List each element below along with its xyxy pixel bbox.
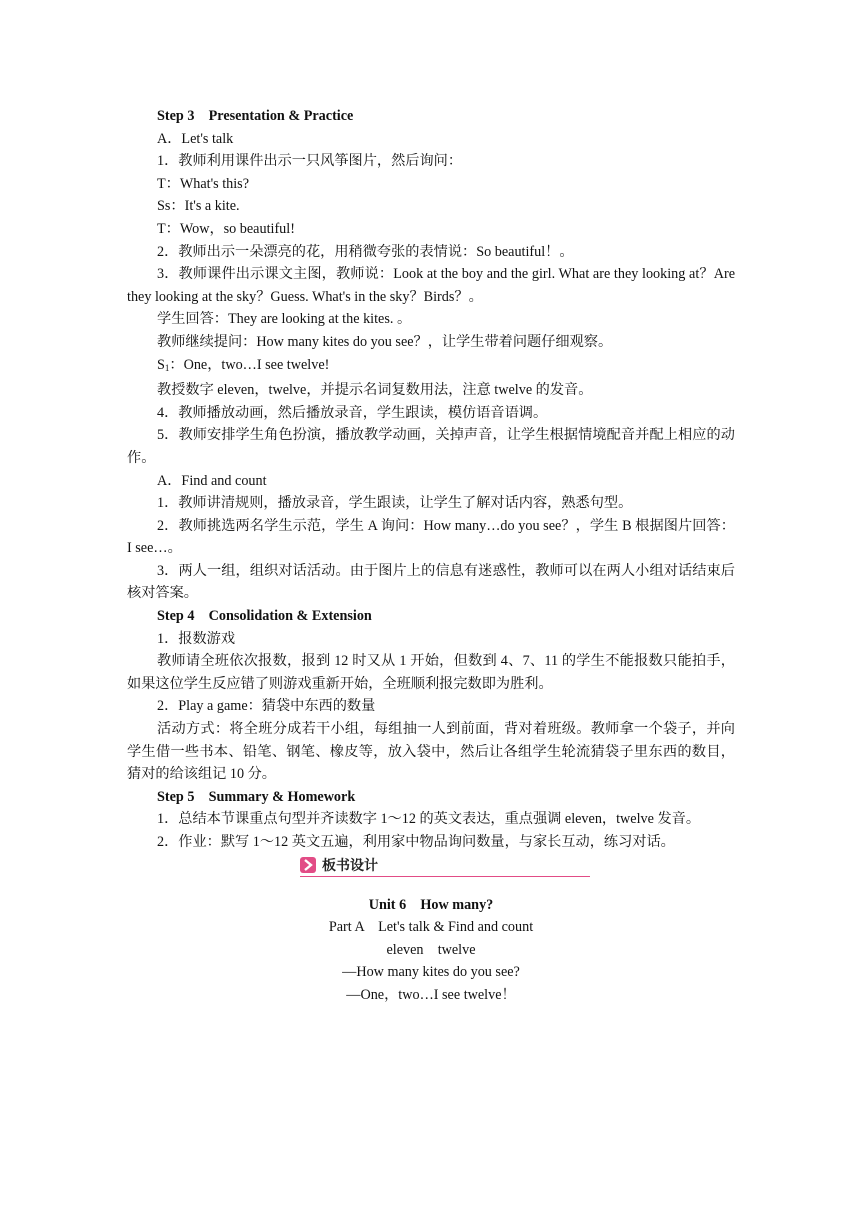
- paragraph-line: 教授数字 eleven，twelve，并提示名词复数用法，注意 twelve 的发音。: [157, 382, 593, 399]
- paragraph-line: 3．两人一组，组织对话活动。由于图片上的信息有迷惑性，教师可以在两人小组对话结束后核对答案。: [127, 562, 735, 602]
- paragraph-line: 2．教师挑选两名学生示范，学生 A 询问：How many…do you see？，学生 B 根据图片回答：I see…。: [127, 517, 735, 557]
- step-heading: Step 4 Consolidation & Extension: [157, 608, 372, 625]
- document-page: [127, 105, 735, 1007]
- arrow-right-icon: [300, 857, 316, 873]
- paragraph-line: 3．教师课件出示课文主图，教师说：Look at the boy and the girl. What are they looking at？Are they looking at the sky？Guess. What's in the sky？Birds？。: [127, 266, 735, 305]
- paragraph-line: 1．教师讲清规则，播放录音，学生跟读，让学生了解对话内容，熟悉句型。: [157, 495, 633, 512]
- paragraph-line: 活动方式：将全班分成若干小组，每组抽一人到前面，背对着班级。教师拿一个袋子，并向学生借一些书本、铅笔、钢笔、橡皮等，放入袋中，然后让各组学生轮流猜袋子里东西的数目，猜对的给该组记 10 分。: [127, 721, 735, 783]
- board-design-banner: [127, 854, 735, 878]
- paragraph-line: 教师继续提问：How many kites do you see？，让学生带着问题仔细观察。: [157, 333, 613, 350]
- paragraph-line: 1．教师利用课件出示一只风筝图片，然后询问：: [157, 153, 463, 170]
- paragraph-line: A．Let's talk: [157, 130, 234, 147]
- paragraph-line: 学生回答：They are looking at the kites. 。: [157, 311, 412, 328]
- board-line: Part A Let's talk & Find and count: [328, 919, 534, 936]
- paragraph-line: 2．作业：默写 1～12 英文五遍，利用家中物品询问数量，与家长互动，练习对话。: [157, 834, 675, 850]
- banner-title: 板书设计: [322, 857, 378, 874]
- paragraph-line: T：What's this?: [157, 175, 249, 192]
- paragraph-line: A．Find and count: [157, 472, 267, 489]
- paragraph-line: 5．教师安排学生角色扮演，播放教学动画，关掉声音，让学生根据情境配音并配上相应的动作。: [127, 427, 735, 466]
- paragraph-line: 1．总结本节课重点句型并齐读数字 1～12 的英文表达，重点强调 eleven，twelve 发音。: [157, 811, 701, 828]
- paragraph-line: 1．报数游戏: [157, 630, 236, 647]
- board-design: [127, 894, 735, 1007]
- board-title: Unit 6 How many?: [368, 896, 494, 913]
- board-line: eleven twelve: [386, 941, 476, 958]
- speaker-label: S: [157, 356, 165, 373]
- lesson-steps: [127, 105, 735, 854]
- speaker-subscript: 1: [164, 362, 170, 373]
- step-heading: Step 5 Summary & Homework: [157, 788, 356, 805]
- paragraph-line: T：Wow，so beautiful!: [157, 220, 295, 237]
- paragraph-line: Ss：It's a kite.: [157, 198, 240, 215]
- step-heading: Step 3 Presentation & Practice: [157, 108, 354, 124]
- paragraph-line: [127, 354, 735, 380]
- board-line: —How many kites do you see?: [342, 964, 520, 981]
- banner-rule: [300, 856, 590, 877]
- speaker-text: ：One，two…I see twelve!: [169, 356, 330, 373]
- paragraph-line: 4．教师播放动画，然后播放录音，学生跟读，模仿语音语调。: [157, 404, 548, 421]
- paragraph-line: 2．教师出示一朵漂亮的花，用稍微夸张的表情说：So beautiful！。: [157, 243, 574, 260]
- paragraph-line: 2．Play a game：猜袋中东西的数量: [157, 698, 376, 715]
- paragraph-line: 教师请全班依次报数，报到 12 时又从 1 开始，但数到 4、7、11 的学生不能报数只能拍手，如果这位学生反应错了则游戏重新开始，全班顺利报完数即为胜利。: [127, 653, 735, 692]
- board-line: —One，two…I see twelve！: [346, 986, 516, 1003]
